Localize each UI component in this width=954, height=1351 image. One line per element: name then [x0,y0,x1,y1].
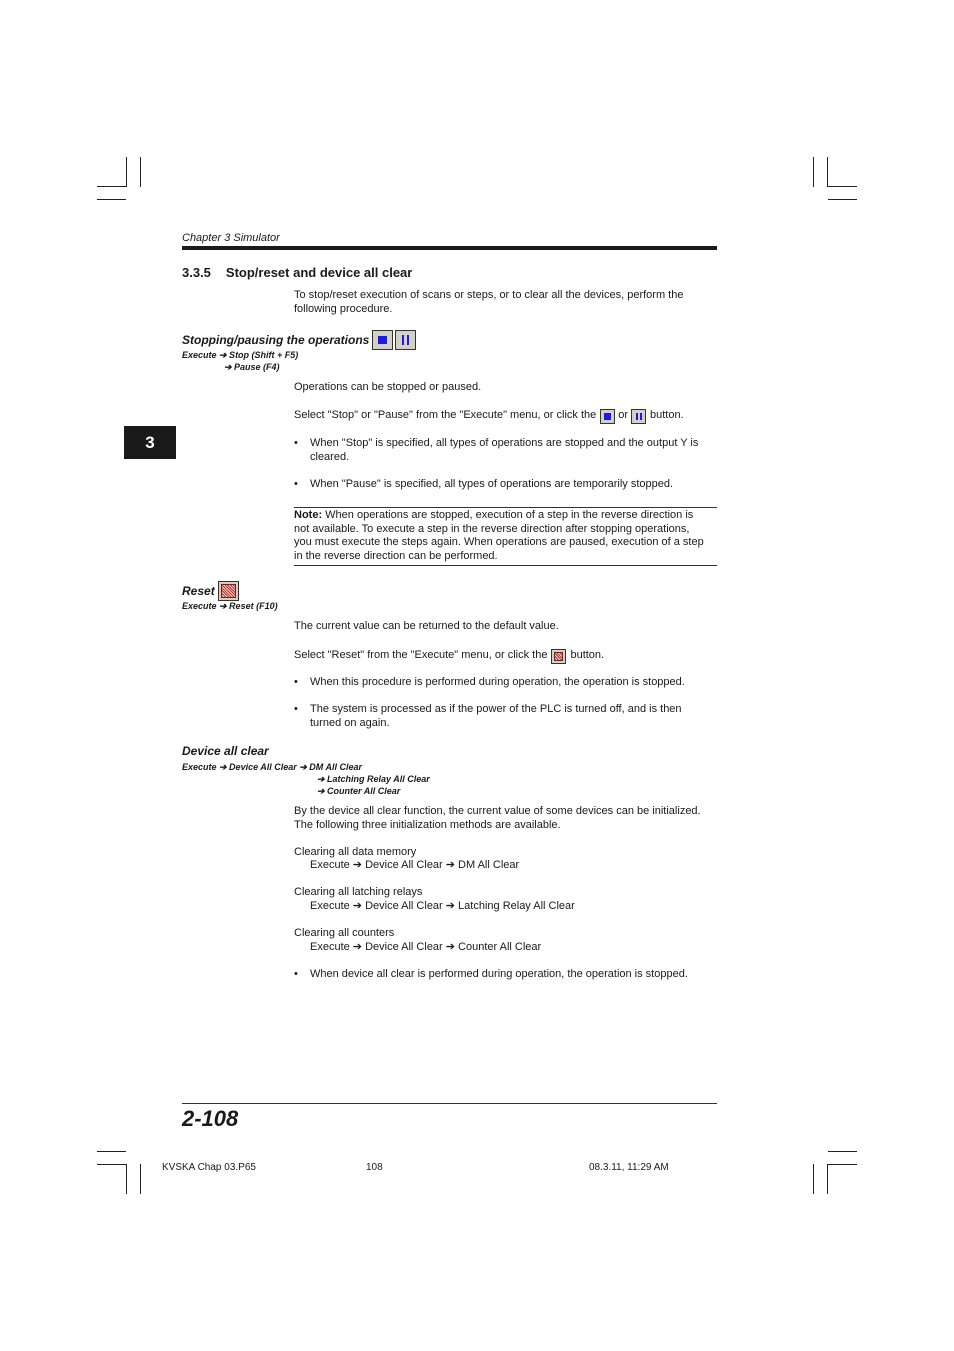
stop-bullet2: When "Pause" is specified, all types of operations are temporarily stopped. [310,478,674,490]
pause-menu-path: ➔ Pause (F4) [224,362,280,372]
note-line3: you must execute the steps again. When operations are paused, execution of a step [294,536,704,548]
note-bottom-rule [294,565,717,566]
bullet-marker: • [294,676,298,688]
dac-m1-path: Execute ➔ Device All Clear ➔ DM All Clear [310,859,520,871]
stop-p1: Operations can be stopped or paused. [294,381,482,393]
note-top-rule [294,507,717,508]
reset-p2-text: Select "Reset" from the "Execute" menu, or click the [294,649,548,662]
note-label: Note: [294,509,323,521]
dac-heading: Device all clear [182,744,269,758]
footer-date: 08.3.11, 11:29 AM [589,1162,669,1173]
dac-m1-title: Clearing all data memory [294,846,417,858]
reset-p2-after: button. [570,649,605,662]
bullet-marker: • [294,437,298,449]
dac-p1-line2: The following three initialization methods are available. [294,819,561,831]
reset-icon-inline [551,649,566,664]
dac-m2-path: Execute ➔ Device All Clear ➔ Latching Relay All Clear [310,900,575,912]
reset-p1: The current value can be returned to the default value. [294,620,559,632]
reset-menu-path: Execute ➔ Reset (F10) [182,601,278,611]
stop-bullet1-line1: When "Stop" is specified, all types of operations are stopped and the output Y is [310,437,699,449]
dac-menu-path-counter: ➔ Counter All Clear [317,786,401,796]
reset-icon [218,581,239,601]
reset-p2 [294,647,604,665]
stop-p2 [294,407,684,425]
pause-icon-inline [631,409,646,424]
stop-heading: Stopping/pausing the operations [182,333,370,347]
chapter-header: Chapter 3 Simulator [182,232,280,244]
page-number: 2-108 [182,1106,239,1131]
stop-menu-path: Execute ➔ Stop (Shift + F5) [182,350,299,360]
note-line1 [294,509,693,523]
intro-paragraph: To stop/reset execution of scans or steps, or to clear all the devices, perform the following procedure. [294,289,684,315]
footer-file: KVSKA Chap 03.P65 [162,1162,256,1173]
note-line4: in the reverse direction can be performed. [294,550,498,562]
dac-m3-title: Clearing all counters [294,927,395,939]
stop-heading-row [182,329,416,351]
stop-icon-inline [600,409,615,424]
section-heading [182,265,412,280]
dac-bullet: When device all clear is performed during operation, the operation is stopped. [310,968,688,980]
reset-bullet2-line1: The system is processed as if the power of the PLC is turned off, and is then [310,703,682,715]
footer-page: 108 [366,1162,383,1173]
reset-heading: Reset [182,583,215,598]
reset-bullet1: When this procedure is performed during operation, the operation is stopped. [310,676,685,688]
reset-heading-row [182,580,239,601]
dac-menu-path-latching: ➔ Latching Relay All Clear [317,774,430,784]
reset-bullet2-line2: turned on again. [310,717,390,729]
dac-m2-title: Clearing all latching relays [294,886,423,898]
stop-p2-after: button. [650,409,684,422]
dac-m3-path: Execute ➔ Device All Clear ➔ Counter All Clear [310,941,542,953]
dac-p1-line1: By the device all clear function, the current value of some devices can be initialized. [294,805,701,817]
note-text-1: When operations are stopped, execution of a step in the reverse direction is [322,509,694,521]
stop-p2-or: or [618,409,629,422]
stop-p2-text: Select "Stop" or "Pause" from the "Execute" menu, or click the [294,409,597,422]
note-line2: not available. To execute a step in the reverse direction after stopping operations, [294,523,690,535]
bullet-marker: • [294,703,298,715]
header-rule [182,246,717,250]
stop-bullet1-line2: cleared. [310,451,350,463]
section-title: Stop/reset and device all clear [225,265,413,280]
chapter-tab: 3 [124,426,176,459]
dac-menu-path-dm: Execute ➔ Device All Clear ➔ DM All Clear [182,762,362,772]
pause-icon [395,330,416,350]
section-number: 3.3.5 [182,265,211,280]
footer-rule [182,1103,717,1104]
stop-icon [372,330,393,350]
bullet-marker: • [294,968,298,980]
bullet-marker: • [294,478,298,490]
